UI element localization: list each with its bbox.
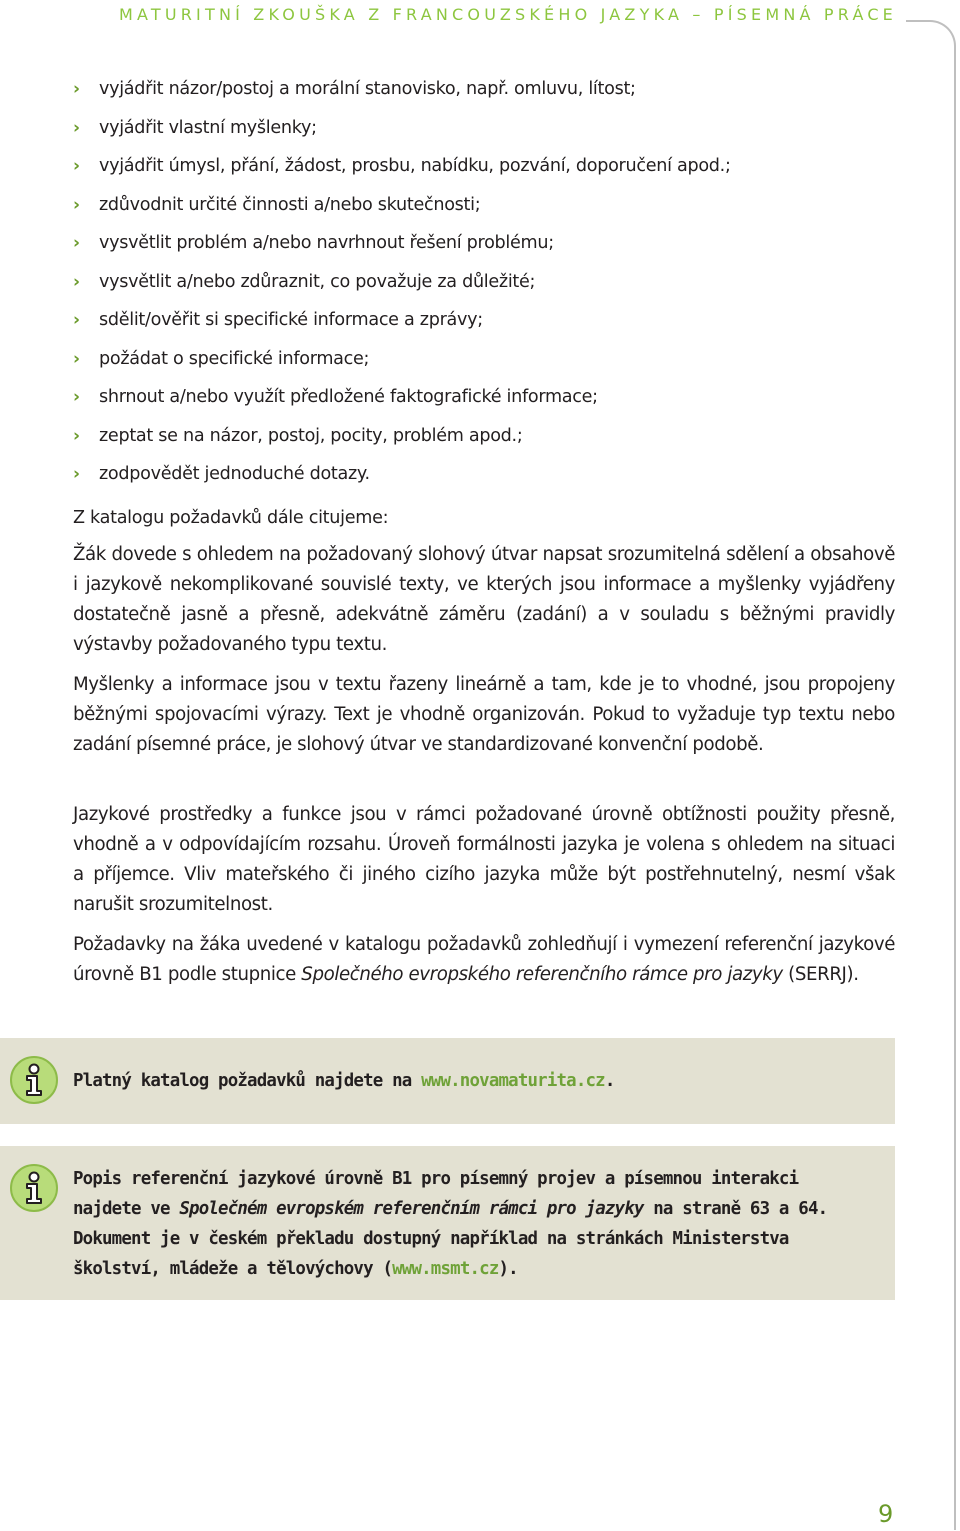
list-item <box>73 109 731 148</box>
chevron-right-icon: › <box>73 117 80 138</box>
list-item <box>73 455 731 494</box>
list-item-text: zodpovědět jednoduché dotazy. <box>99 464 370 484</box>
info-icon <box>10 1056 58 1104</box>
info-box-catalog <box>0 1038 895 1124</box>
list-item <box>73 340 731 379</box>
list-item-text: zdůvodnit určité činnosti a/nebo skutečnosti; <box>99 194 481 215</box>
chevron-right-icon: › <box>73 387 80 407</box>
list-item-text: vyjádřit úmysl, přání, žádost, prosbu, nabídku, pozvání, doporučení apod.; <box>99 156 731 176</box>
info-text-part: Platný katalog požadavků najdete na <box>73 1071 422 1091</box>
list-item <box>73 417 731 456</box>
chevron-right-icon: › <box>73 156 80 176</box>
framework-title: Společného evropského referenčního rámce pro jazyky <box>301 964 783 985</box>
list-item <box>73 186 731 225</box>
info-box-reference-level <box>0 1146 895 1300</box>
chevron-right-icon: › <box>73 194 80 215</box>
list-item-text: vysvětlit problém a/nebo navrhnout řešení problému; <box>99 233 554 253</box>
paragraph-organization: Myšlenky a informace jsou v textu řazeny lineárně a tam, kde je to vhodné, jsou propojeny běžnými spojovacími výrazy. Text je vhodně organizován. Pokud to vyžaduje typ textu nebo zadání písemné práce, je slohový útvar ve standardizované konvenční podobě. <box>73 674 895 755</box>
list-item-text: sdělit/ověřit si specifické informace a zprávy; <box>99 310 483 330</box>
chevron-right-icon: › <box>73 425 80 446</box>
list-item <box>73 147 731 186</box>
chevron-right-icon: › <box>73 271 80 292</box>
list-item-text: shrnout a/nebo využít předložené faktografické informace; <box>99 387 598 407</box>
chevron-right-icon: › <box>73 348 80 369</box>
list-item-text: vyjádřit vlastní myšlenky; <box>99 117 317 138</box>
catalog-intro: Z katalogu požadavků dále citujeme: <box>73 508 389 528</box>
list-item-text: vyjádřit názor/postoj a morální stanovisko, např. omluvu, lítost; <box>99 79 636 99</box>
catalog-link[interactable]: www.novamaturita.cz <box>421 1071 605 1091</box>
paragraph-text-requirements: Žák dovede s ohledem na požadovaný slohový útvar napsat srozumitelná sdělení a obsahově i jazykově nekomplikované souvislé texty, ve kterých jsou informace a myšlenky vyjádřeny dostatečně jasně a přesně, adekvátně záměru (zadání) a v souladu s běžnými pravidly výstavby požadovaného typu textu. <box>73 544 895 655</box>
list-item <box>73 301 731 340</box>
page-number: 9 <box>878 1500 894 1528</box>
chevron-right-icon: › <box>73 79 80 99</box>
chevron-right-icon: › <box>73 310 80 330</box>
page-frame-line <box>906 20 956 1530</box>
framework-title: Společném evropském referenčním rámci pro jazyky <box>179 1199 644 1219</box>
chevron-right-icon: › <box>73 233 80 253</box>
info-text-part: . <box>604 1071 615 1091</box>
info-text-part: Popis referenční jazykové úrovně B1 pro písemný projev a písemnou interakci najdete ve <box>73 1169 799 1219</box>
info-text <box>73 1066 873 1096</box>
list-item <box>73 378 731 417</box>
list-item-text: vysvětlit a/nebo zdůraznit, co považuje za důležité; <box>99 271 536 292</box>
paragraph-reference-level <box>73 930 895 990</box>
list-item-text: zeptat se na názor, postoj, pocity, problém apod.; <box>99 425 523 446</box>
list-item <box>73 224 731 263</box>
list-item <box>73 70 731 109</box>
running-header: MATURITNÍ ZKOUŠKA Z FRANCOUZSKÉHO JAZYKA – PÍSEMNÁ PRÁCE <box>118 5 897 24</box>
chevron-right-icon: › <box>73 464 80 484</box>
info-icon <box>10 1164 58 1212</box>
paragraph-text: Požadavky na žáka uvedené v katalogu požadavků zohledňují i vymezení referenční jazykové úrovně B1 podle stupnice <box>73 934 895 985</box>
list-item <box>73 263 731 302</box>
paragraph-text: (SERRJ). <box>782 964 859 985</box>
msmt-link[interactable]: www.msmt.cz <box>392 1259 499 1279</box>
info-text-part: ). <box>498 1259 518 1279</box>
info-text <box>73 1164 873 1284</box>
list-item-text: požádat o specifické informace; <box>99 348 370 369</box>
info-text-part: na straně 63 a 64. Dokument je v českém překladu dostupný například na stránkách Ministerstva školství, mládeže a tělovýchovy ( <box>73 1199 828 1279</box>
paragraph-language-means: Jazykové prostředky a funkce jsou v rámci požadované úrovně obtížnosti použity přesně, vhodně a v odpovídajícím rozsahu. Úroveň formálnosti jazyka je volena s ohledem na situaci a příjemce. Vliv mateřského či jiného cizího jazyka může být postřehnutelný, nesmí však narušit srozumitelnost. <box>73 804 895 915</box>
skills-list <box>73 70 731 494</box>
